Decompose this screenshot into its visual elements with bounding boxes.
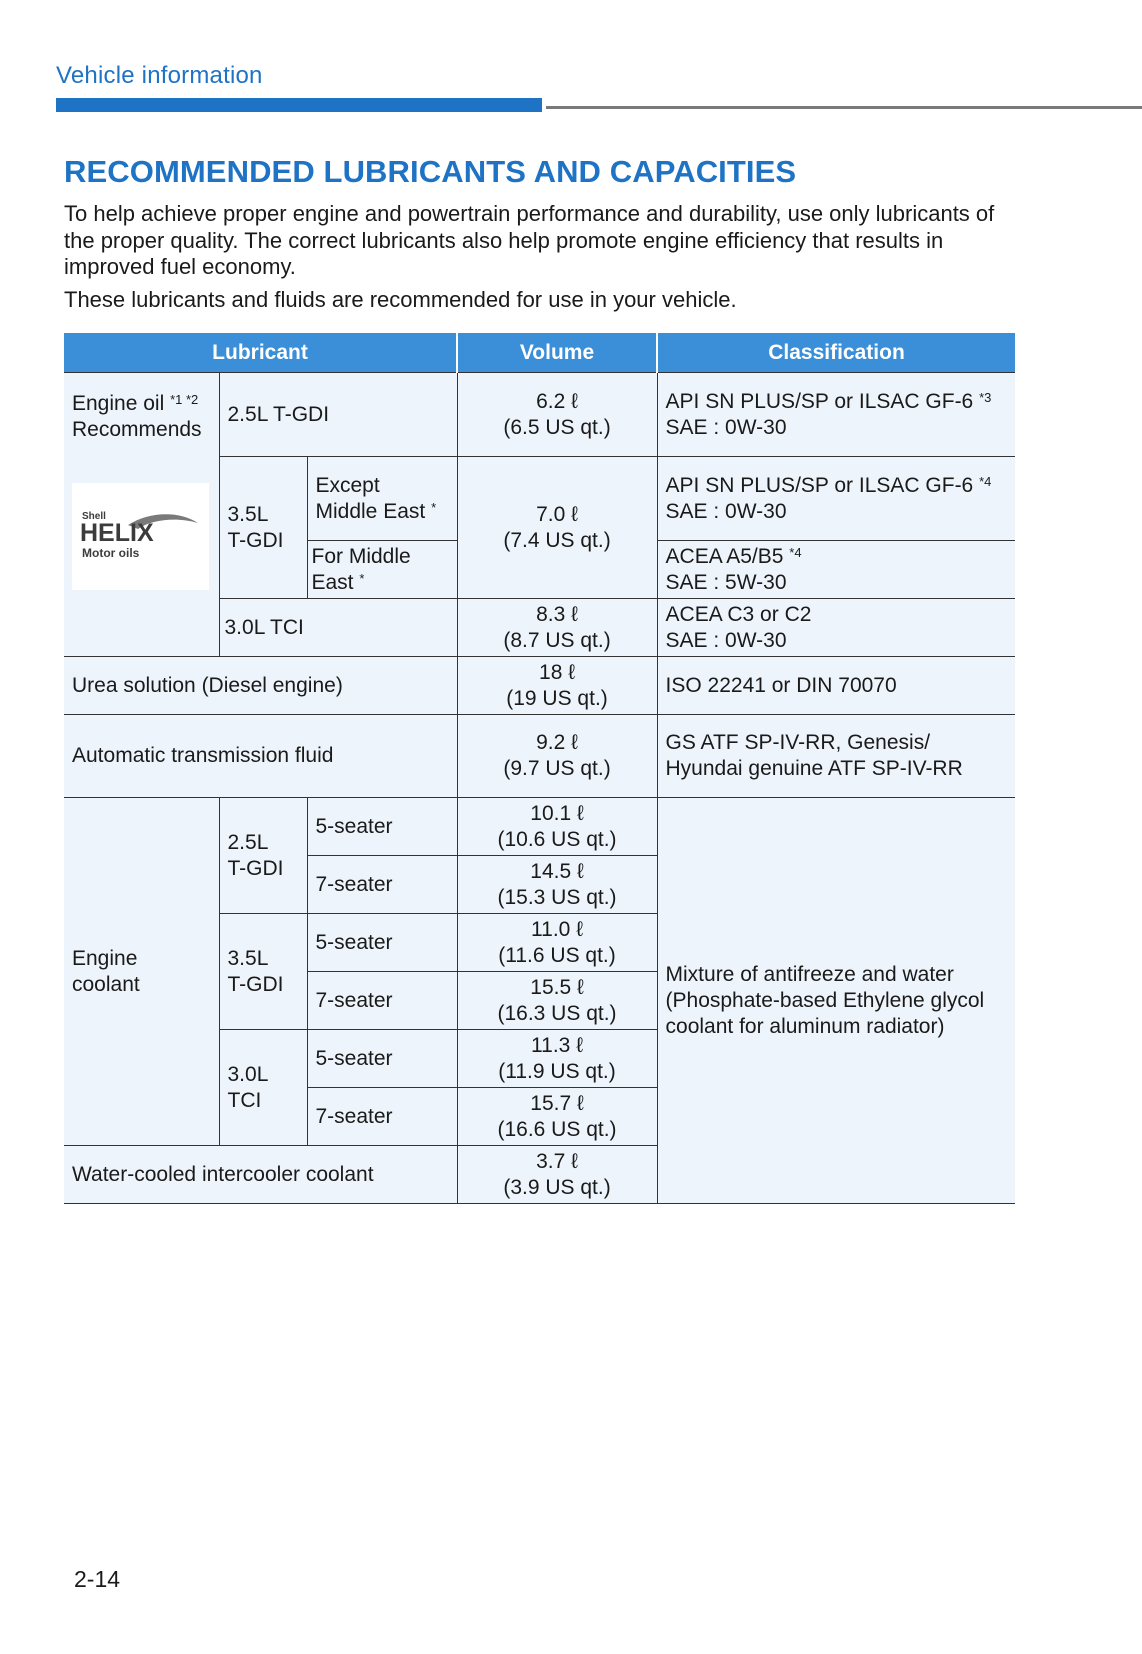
urea-label: Urea solution (Diesel engine): [64, 657, 457, 715]
table-row: [64, 657, 1015, 715]
logo-brand-small: Shell: [82, 511, 106, 522]
header-lubricant: Lubricant: [64, 333, 457, 373]
engine-oil-35-class-2-note: *4: [789, 544, 802, 560]
coolant-30-7-volume: 15.7 ℓ (16.6 US qt.): [457, 1088, 657, 1146]
coolant-25-7-volume: 14.5 ℓ (15.3 US qt.): [457, 856, 657, 914]
page-title: RECOMMENDED LUBRICANTS AND CAPACITIES: [64, 154, 797, 189]
engine-oil-35-region-2: [307, 541, 457, 599]
coolant-25-seat5: 5-seater: [307, 798, 457, 856]
region-1-label: Except Middle East: [315, 473, 426, 523]
logo-brand: HELIX: [80, 519, 154, 547]
engine-oil-notes: *1 *2: [170, 392, 199, 407]
coolant-30-seat5: 5-seater: [307, 1030, 457, 1088]
urea-class: ISO 22241 or DIN 70070: [657, 657, 1015, 715]
engine-oil-label: Engine oil: [72, 392, 165, 415]
coolant-35-seat7: 7-seater: [307, 972, 457, 1030]
coolant-25-5-volume: 10.1 ℓ (10.6 US qt.): [457, 798, 657, 856]
header-rule-gray: [546, 106, 1142, 109]
engine-oil-25-engine: 2.5L T-GDI: [219, 373, 457, 457]
engine-oil-25-class-note: *3: [979, 389, 992, 405]
coolant-label: Engine coolant: [64, 798, 219, 1146]
coolant-35-seat5: 5-seater: [307, 914, 457, 972]
header-classification: Classification: [657, 333, 1015, 373]
engine-oil-35-class-1-b: SAE : 0W-30: [665, 499, 787, 523]
region-2-label: For Middle East: [311, 544, 411, 594]
header-rule-blue: [56, 98, 542, 112]
engine-oil-35-region-1: [307, 457, 457, 541]
atf-class: GS ATF SP-IV-RR, Genesis/ Hyundai genuine ATF SP-IV-RR: [657, 715, 1015, 798]
coolant-35-5-volume: 11.0 ℓ (11.6 US qt.): [457, 914, 657, 972]
engine-oil-35-class-2-a: ACEA A5/B5: [665, 544, 784, 568]
engine-oil-35-class-2-b: SAE : 5W-30: [665, 570, 787, 594]
intro-paragraph-2: These lubricants and fluids are recommended for use in your vehicle.: [64, 287, 737, 312]
table-header-row: [64, 333, 1015, 373]
coolant-30-5-volume: 11.3 ℓ (11.9 US qt.): [457, 1030, 657, 1088]
table-row: [64, 798, 1015, 856]
engine-oil-35-class-1: [657, 457, 1015, 541]
coolant-25-engine: 2.5L T-GDI: [219, 798, 307, 914]
header-volume: Volume: [457, 333, 657, 373]
intercooler-volume: 3.7 ℓ (3.9 US qt.): [457, 1146, 657, 1204]
coolant-35-7-volume: 15.5 ℓ (16.3 US qt.): [457, 972, 657, 1030]
engine-oil-30-engine: 3.0L TCI: [219, 599, 457, 657]
engine-oil-25-class-b: SAE : 0W-30: [665, 415, 787, 439]
engine-oil-35-class-1-a: API SN PLUS/SP or ILSAC GF-6: [665, 473, 974, 497]
engine-oil-25-class-a: API SN PLUS/SP or ILSAC GF-6: [665, 389, 974, 413]
engine-oil-25-class: [657, 373, 1015, 457]
coolant-35-engine: 3.5L T-GDI: [219, 914, 307, 1030]
logo-tag: Motor oils: [82, 546, 140, 560]
engine-oil-35-class-2: [657, 541, 1015, 599]
engine-oil-30-volume: 8.3 ℓ (8.7 US qt.): [457, 599, 657, 657]
atf-volume: 9.2 ℓ (9.7 US qt.): [457, 715, 657, 798]
engine-oil-35-engine: 3.5L T-GDI: [219, 457, 307, 599]
region-1-note: *: [431, 499, 437, 515]
engine-oil-recommends: Recommends: [72, 418, 202, 441]
intercooler-label: Water-cooled intercooler coolant: [64, 1146, 457, 1204]
section-label: Vehicle information: [56, 62, 263, 89]
coolant-25-seat7: 7-seater: [307, 856, 457, 914]
engine-oil-25-volume: 6.2 ℓ (6.5 US qt.): [457, 373, 657, 457]
engine-oil-30-class: ACEA C3 or C2 SAE : 0W-30: [657, 599, 1015, 657]
urea-volume: 18 ℓ (19 US qt.): [457, 657, 657, 715]
table-row: [64, 373, 1015, 457]
coolant-30-seat7: 7-seater: [307, 1088, 457, 1146]
coolant-class: Mixture of antifreeze and water (Phosphate-based Ethylene glycol coolant for aluminum radiator): [657, 798, 1015, 1204]
page-number: 2-14: [74, 1566, 121, 1592]
atf-label: Automatic transmission fluid: [64, 715, 457, 798]
engine-oil-cell: [64, 373, 219, 657]
engine-oil-35-volume: 7.0 ℓ (7.4 US qt.): [457, 457, 657, 599]
shell-helix-logo: [72, 483, 209, 590]
region-2-note: *: [359, 570, 365, 586]
engine-oil-35-class-1-note: *4: [979, 473, 992, 489]
coolant-30-engine: 3.0L TCI: [219, 1030, 307, 1146]
table-row: [64, 715, 1015, 798]
intro-paragraph: To help achieve proper engine and powertrain performance and durability, use only lubricants of the proper quality. The correct lubricants also help promote engine efficiency that results in improved fuel economy.: [64, 201, 995, 279]
lubricants-table: [64, 333, 1015, 1204]
